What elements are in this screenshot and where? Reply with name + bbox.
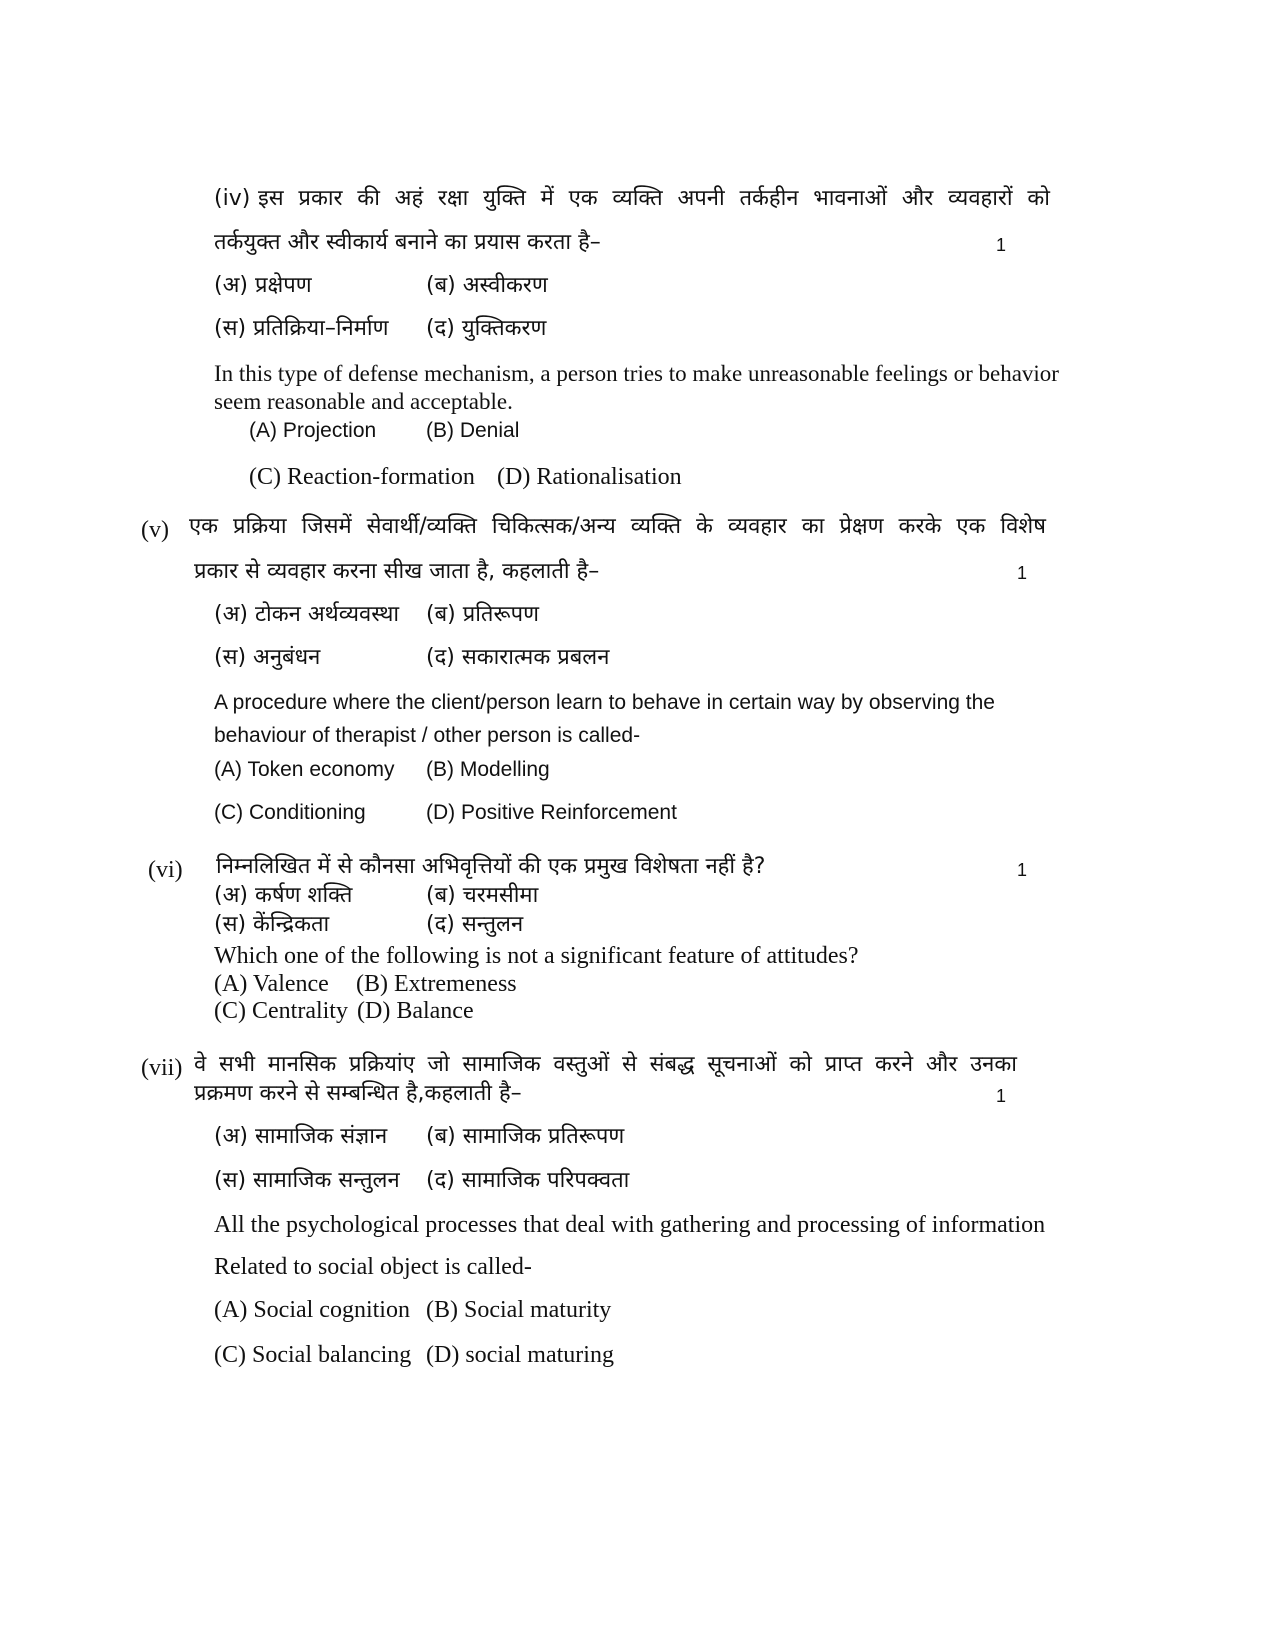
english-option: (B) Social maturity — [426, 1297, 612, 1323]
english-option: (C) Conditioning — [214, 801, 366, 824]
english-option: (A) Social cognition — [214, 1297, 410, 1323]
english-option: (C) Social balancing — [214, 1342, 412, 1368]
marks: 1 — [1017, 860, 1028, 880]
hindi-option: (स) सामाजिक सन्तुलन — [214, 1168, 400, 1193]
hindi-option: (ब) अस्वीकरण — [426, 273, 548, 298]
english-option: (C) Reaction-formation — [249, 464, 475, 490]
question-english-line: All the psychological processes that deal with gathering and processing of information — [214, 1212, 1046, 1238]
question-english-line: Related to social object is called- — [214, 1254, 532, 1280]
question-hindi-line: इस प्रकार की अहं रक्षा युक्ति में एक व्यक्ति अपनी तर्कहीन भावनाओं और व्यवहारों को — [258, 186, 1050, 211]
question-hindi-line: निम्नलिखित में से कौनसा अभिवृत्तियों की एक प्रमुख विशेषता नहीं है? — [216, 854, 766, 879]
question-english-line: A procedure where the client/person learn to behave in certain way by observing the — [214, 691, 995, 714]
english-option: (D) Positive Reinforcement — [426, 801, 677, 824]
english-option: (B) Extremeness — [356, 971, 517, 997]
question-hindi-line: एक प्रक्रिया जिसमें सेवार्थी/व्यक्ति चिकित्सक/अन्य व्यक्ति के व्यवहार का प्रेक्षण करके एक विशेष — [189, 514, 1046, 539]
hindi-option: (ब) सामाजिक प्रतिरूपण — [426, 1124, 625, 1149]
question-hindi-line: तर्कयुक्त और स्वीकार्य बनाने का प्रयास करता है– — [214, 230, 601, 255]
english-option: (B) Modelling — [426, 758, 550, 781]
english-option: (D) social maturing — [426, 1342, 614, 1368]
hindi-option: (अ) प्रक्षेपण — [214, 273, 312, 298]
question-hindi-line: प्रकार से व्यवहार करना सीख जाता है, कहलाती है– — [194, 559, 600, 584]
hindi-option: (अ) टोकन अर्थव्यवस्था — [214, 602, 400, 627]
hindi-option: (ब) प्रतिरूपण — [426, 602, 539, 627]
hindi-option: (स) प्रतिक्रिया–निर्माण — [214, 316, 389, 341]
english-option: (C) Centrality — [214, 998, 348, 1024]
hindi-option: (अ) कर्षण शक्ति — [214, 883, 353, 908]
english-option: (A) Token economy — [214, 758, 395, 781]
english-option: (A) Projection — [249, 419, 377, 442]
question-number: (iv) — [214, 186, 251, 211]
hindi-option: (द) युक्तिकरण — [426, 316, 547, 341]
question-number: (vii) — [141, 1055, 183, 1081]
question-hindi-line: प्रक्रमण करने से सम्बन्धित है,कहलाती है– — [194, 1081, 522, 1106]
english-option: (A) Valence — [214, 971, 329, 997]
question-english-line: In this type of defense mechanism, a person tries to make unreasonable feelings or behavior — [214, 361, 1059, 386]
hindi-option: (द) सन्तुलन — [426, 912, 524, 937]
marks: 1 — [996, 235, 1007, 255]
hindi-option: (अ) सामाजिक संज्ञान — [214, 1124, 388, 1149]
hindi-option: (द) सकारात्मक प्रबलन — [426, 645, 610, 670]
hindi-option: (स) केंन्द्रिकता — [214, 912, 330, 937]
hindi-option: (स) अनुबंधन — [214, 645, 321, 670]
hindi-option: (द) सामाजिक परिपक्वता — [426, 1168, 630, 1193]
question-number: (vi) — [148, 857, 183, 883]
marks: 1 — [996, 1086, 1007, 1106]
question-number: (v) — [141, 517, 169, 543]
english-option: (B) Denial — [426, 419, 520, 442]
english-option: (D) Balance — [357, 998, 474, 1024]
hindi-option: (ब) चरमसीमा — [426, 883, 539, 908]
question-english-line: Which one of the following is not a significant feature of attitudes? — [214, 943, 859, 969]
marks: 1 — [1017, 563, 1028, 583]
question-english-line: seem reasonable and acceptable. — [214, 389, 513, 414]
question-hindi-line: वे सभी मानसिक प्रक्रियांए जो सामाजिक वस्तुओं से संबद्ध सूचनाओं को प्राप्त करने और उनका — [194, 1052, 1017, 1077]
english-option: (D) Rationalisation — [497, 464, 682, 490]
question-english-line: behaviour of therapist / other person is called- — [214, 724, 641, 747]
